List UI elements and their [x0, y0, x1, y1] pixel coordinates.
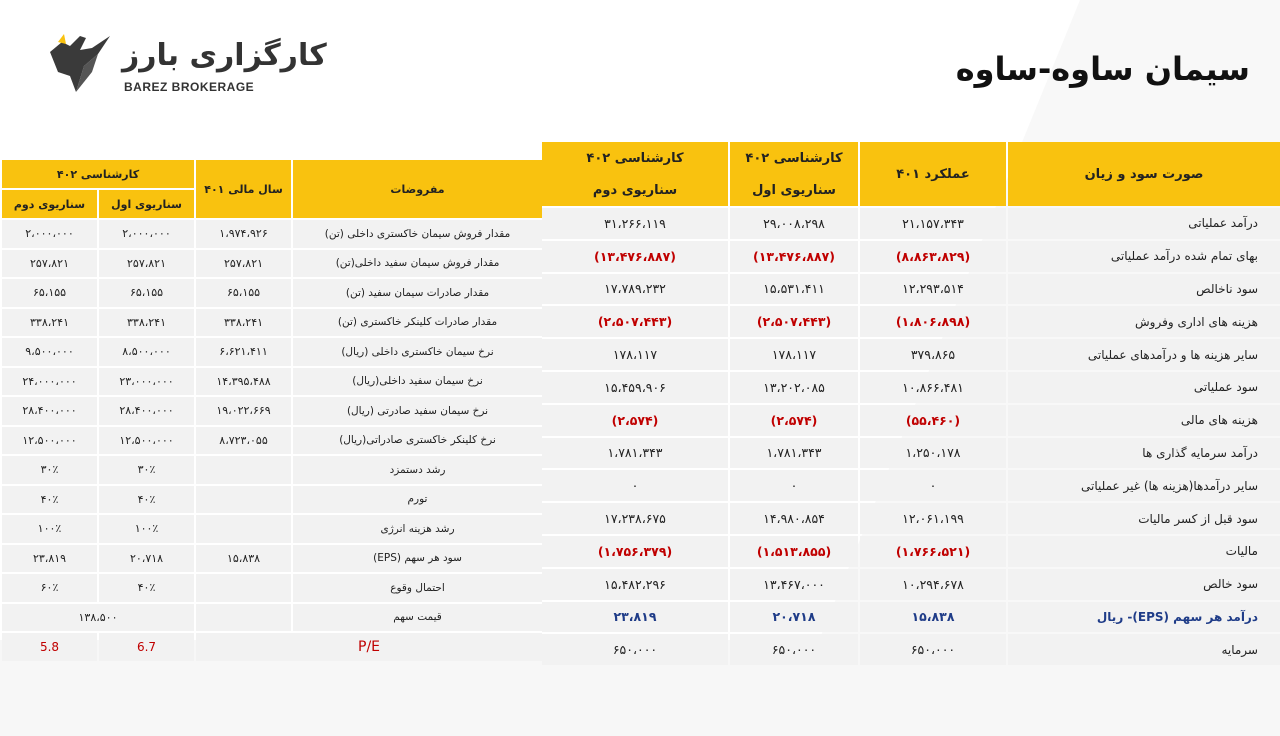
scenario1-cell: ۳۳۸،۲۴۱ [99, 309, 194, 337]
actual-cell: ۱۵،۸۳۸ [860, 602, 1006, 633]
scenario1-cell: ۱۳،۴۶۷،۰۰۰ [730, 569, 858, 600]
row-label: درآمد عملیاتی [1008, 208, 1280, 239]
scenario2-cell: ۱۵،۴۸۲،۲۹۶ [542, 569, 728, 600]
scenario1-cell: ۲۹،۰۰۸،۲۹۸ [730, 208, 858, 239]
assumptions-table [0, 158, 544, 663]
header-scenario1 [730, 142, 858, 206]
income-statement-table [540, 140, 1280, 667]
row-label: سایر درآمدها(هزینه ها) غیر عملیاتی [1008, 470, 1280, 501]
row-label: سود هر سهم (EPS) [293, 545, 542, 573]
actual-cell: ۳۷۹،۸۶۵ [860, 339, 1006, 370]
scenario2-cell: ۲۴،۰۰۰،۰۰۰ [2, 368, 97, 396]
table-row [542, 536, 1280, 567]
row-label: مقدار فروش سیمان سفید داخلی(تن) [293, 250, 542, 278]
table-row [542, 372, 1280, 403]
actual-cell: ۱۲،۲۹۳،۵۱۴ [860, 274, 1006, 305]
row-label: سایر هزینه ها و درآمدهای عملیاتی [1008, 339, 1280, 370]
table-row [542, 470, 1280, 501]
header-label: مفروضات [293, 160, 542, 218]
price-row [2, 604, 542, 632]
header-scenario1-line1: کارشناسی ۴۰۲ [745, 150, 843, 166]
scenario1-cell: (۲،۵۰۷،۴۴۳) [730, 306, 858, 337]
scenario2-cell: ۶۵،۱۵۵ [2, 279, 97, 307]
actual-cell: (۸،۸۶۳،۸۲۹) [860, 241, 1006, 272]
table-row [2, 338, 542, 366]
table-row [2, 368, 542, 396]
actual-cell: ۱۹،۰۲۲،۶۶۹ [196, 397, 291, 425]
actual-cell: ۶،۶۲۱،۴۱۱ [196, 338, 291, 366]
barez-logo [40, 32, 327, 104]
actual-cell: ۳۳۸،۲۴۱ [196, 309, 291, 337]
scenario2-cell: ۹،۵۰۰،۰۰۰ [2, 338, 97, 366]
scenario2-cell: (۲،۵۷۴) [542, 405, 728, 436]
scenario1-cell: ۳۰٪ [99, 456, 194, 484]
scenario1-cell: ۱۵،۵۳۱،۴۱۱ [730, 274, 858, 305]
table-row [542, 503, 1280, 534]
logo-text-en: BAREZ BROKERAGE [124, 80, 255, 94]
row-label: تورم [293, 486, 542, 514]
row-label: مقدار صادرات کلینکر خاکستری (تن) [293, 309, 542, 337]
scenario2-cell: ۱۷،۲۳۸،۶۷۵ [542, 503, 728, 534]
actual-cell: ۲۵۷،۸۲۱ [196, 250, 291, 278]
table-row [2, 309, 542, 337]
scenario2-cell: ۴۰٪ [2, 486, 97, 514]
table-row [542, 306, 1280, 337]
scenario2-cell: ۳۳۸،۲۴۱ [2, 309, 97, 337]
actual-cell: ۱۵،۸۳۸ [196, 545, 291, 573]
row-label: هزینه های مالی [1008, 405, 1280, 436]
pe-scenario1: 6.7 [99, 633, 194, 661]
row-label: احتمال وقوع [293, 574, 542, 602]
header-scenario2-line2: سناریوی دوم [592, 182, 678, 198]
price-value: ۱۳۸،۵۰۰ [2, 604, 194, 632]
actual-cell: ۶۵،۱۵۵ [196, 279, 291, 307]
header-label: صورت سود و زیان [1008, 142, 1280, 206]
scenario2-cell: (۱۳،۴۷۶،۸۸۷) [542, 241, 728, 272]
actual-cell: ۱۲،۰۶۱،۱۹۹ [860, 503, 1006, 534]
scenario2-cell: ۱۵،۴۵۹،۹۰۶ [542, 372, 728, 403]
scenario2-cell: ۶۵۰،۰۰۰ [542, 634, 728, 665]
scenario2-cell: ۶۰٪ [2, 574, 97, 602]
table-row [542, 339, 1280, 370]
empty-cell [196, 604, 291, 632]
scenario1-cell: ۲۰،۷۱۸ [730, 602, 858, 633]
table-row [2, 250, 542, 278]
scenario2-cell: ۲۸،۴۰۰،۰۰۰ [2, 397, 97, 425]
table-row [542, 569, 1280, 600]
actual-cell: (۱،۷۶۶،۵۲۱) [860, 536, 1006, 567]
scenario1-cell: ۱۳،۲۰۲،۰۸۵ [730, 372, 858, 403]
row-label: سود عملیاتی [1008, 372, 1280, 403]
scenario1-cell: ۱۲،۵۰۰،۰۰۰ [99, 427, 194, 455]
scenario1-cell: (۲،۵۷۴) [730, 405, 858, 436]
scenario2-cell: ۲۳،۸۱۹ [542, 602, 728, 633]
row-label: درآمد هر سهم (EPS)- ریال [1008, 602, 1280, 633]
actual-cell: ۲۱،۱۵۷،۳۴۳ [860, 208, 1006, 239]
scenario1-cell: ۴۰٪ [99, 486, 194, 514]
actual-cell: ۶۵۰،۰۰۰ [860, 634, 1006, 665]
scenario2-cell: (۲،۵۰۷،۴۴۳) [542, 306, 728, 337]
pe-row [2, 633, 542, 661]
scenario1-cell: (۱۳،۴۷۶،۸۸۷) [730, 241, 858, 272]
row-label: نرخ سیمان خاکستری داخلی (ریال) [293, 338, 542, 366]
actual-cell: ۸،۷۲۳،۰۵۵ [196, 427, 291, 455]
header-scenario1: سناریوی اول [99, 190, 194, 218]
scenario1-cell: ۲۵۷،۸۲۱ [99, 250, 194, 278]
actual-cell: ۱۰،۸۶۶،۴۸۱ [860, 372, 1006, 403]
row-label: مقدار صادرات سیمان سفید (تن) [293, 279, 542, 307]
row-label: نرخ سیمان سفید صادرتی (ریال) [293, 397, 542, 425]
table-row [542, 602, 1280, 633]
scenario1-cell: ۱۴،۹۸۰،۸۵۴ [730, 503, 858, 534]
table-row [2, 545, 542, 573]
scenario1-cell: ۱۰۰٪ [99, 515, 194, 543]
table-row [542, 274, 1280, 305]
pe-label: P/E [196, 633, 542, 661]
table-row [2, 456, 542, 484]
header-group: کارشناسی ۴۰۲ [2, 160, 194, 188]
actual-cell [196, 456, 291, 484]
actual-cell [196, 515, 291, 543]
table-row [2, 279, 542, 307]
row-label: سود ناخالص [1008, 274, 1280, 305]
scenario2-cell: ۲،۰۰۰،۰۰۰ [2, 220, 97, 248]
header-actual: سال مالی ۴۰۱ [196, 160, 291, 218]
scenario1-cell: ۱۷۸،۱۱۷ [730, 339, 858, 370]
table-row [2, 574, 542, 602]
row-label: سود خالص [1008, 569, 1280, 600]
actual-cell [196, 486, 291, 514]
table-row [542, 438, 1280, 469]
scenario2-cell: ۳۱،۲۶۶،۱۱۹ [542, 208, 728, 239]
row-label: نرخ کلینکر خاکستری صادراتی(ریال) [293, 427, 542, 455]
row-label: رشد هزینه انرژی [293, 515, 542, 543]
header-actual: عملکرد ۴۰۱ [860, 142, 1006, 206]
table-row [542, 241, 1280, 272]
row-label: نرخ سیمان سفید داخلی(ریال) [293, 368, 542, 396]
logo-text-fa: کارگزاری بارز [122, 38, 327, 73]
scenario2-cell: ۱،۷۸۱،۳۴۳ [542, 438, 728, 469]
scenario1-cell: ۶۵۰،۰۰۰ [730, 634, 858, 665]
scenario2-cell: ۲۵۷،۸۲۱ [2, 250, 97, 278]
actual-cell: ۰ [860, 470, 1006, 501]
scenario2-cell: ۳۰٪ [2, 456, 97, 484]
row-label: هزینه های اداری وفروش [1008, 306, 1280, 337]
scenario1-cell: ۲۰،۷۱۸ [99, 545, 194, 573]
scenario1-cell: ۶۵،۱۵۵ [99, 279, 194, 307]
eagle-icon [40, 32, 120, 104]
table-row [2, 486, 542, 514]
scenario2-cell: (۱،۷۵۶،۳۷۹) [542, 536, 728, 567]
actual-cell: ۱،۲۵۰،۱۷۸ [860, 438, 1006, 469]
actual-cell: (۵۵،۴۶۰) [860, 405, 1006, 436]
scenario2-cell: ۲۳،۸۱۹ [2, 545, 97, 573]
pe-scenario2: 5.8 [2, 633, 97, 661]
scenario2-cell: ۱۷۸،۱۱۷ [542, 339, 728, 370]
actual-cell [196, 574, 291, 602]
scenario1-cell: ۲،۰۰۰،۰۰۰ [99, 220, 194, 248]
scenario2-cell: ۱۲،۵۰۰،۰۰۰ [2, 427, 97, 455]
actual-cell: ۱۴،۳۹۵،۴۸۸ [196, 368, 291, 396]
scenario1-cell: ۲۸،۴۰۰،۰۰۰ [99, 397, 194, 425]
header-scenario2: سناریوی دوم [2, 190, 97, 218]
actual-cell: ۱،۹۷۴،۹۲۶ [196, 220, 291, 248]
price-label: قیمت سهم [293, 604, 542, 632]
actual-cell: (۱،۸۰۶،۸۹۸) [860, 306, 1006, 337]
page-title: سیمان ساوه-ساوه [955, 50, 1250, 88]
scenario1-cell: ۸،۵۰۰،۰۰۰ [99, 338, 194, 366]
table-row [542, 634, 1280, 665]
table-row [542, 405, 1280, 436]
header-scenario2-line1: کارشناسی ۴۰۲ [586, 150, 684, 166]
scenario1-cell: ۴۰٪ [99, 574, 194, 602]
table-row [2, 515, 542, 543]
scenario1-cell: ۱،۷۸۱،۳۴۳ [730, 438, 858, 469]
scenario2-cell: ۱۷،۷۸۹،۲۳۲ [542, 274, 728, 305]
header-scenario2 [542, 142, 728, 206]
header-scenario1-line2: سناریوی اول [752, 182, 836, 198]
row-label: سرمایه [1008, 634, 1280, 665]
scenario1-cell: ۰ [730, 470, 858, 501]
scenario1-cell: (۱،۵۱۳،۸۵۵) [730, 536, 858, 567]
table-row [2, 427, 542, 455]
table-row [2, 220, 542, 248]
scenario2-cell: ۱۰۰٪ [2, 515, 97, 543]
row-label: رشد دستمزد [293, 456, 542, 484]
row-label: مالیات [1008, 536, 1280, 567]
row-label: درآمد سرمایه گذاری ها [1008, 438, 1280, 469]
actual-cell: ۱۰،۲۹۴،۶۷۸ [860, 569, 1006, 600]
table-row [2, 397, 542, 425]
row-label: سود قبل از کسر مالیات [1008, 503, 1280, 534]
table-row [542, 208, 1280, 239]
row-label: بهای تمام شده درآمد عملیاتی [1008, 241, 1280, 272]
scenario1-cell: ۲۳،۰۰۰،۰۰۰ [99, 368, 194, 396]
row-label: مقدار فروش سیمان خاکستری داخلی (تن) [293, 220, 542, 248]
scenario2-cell: ۰ [542, 470, 728, 501]
